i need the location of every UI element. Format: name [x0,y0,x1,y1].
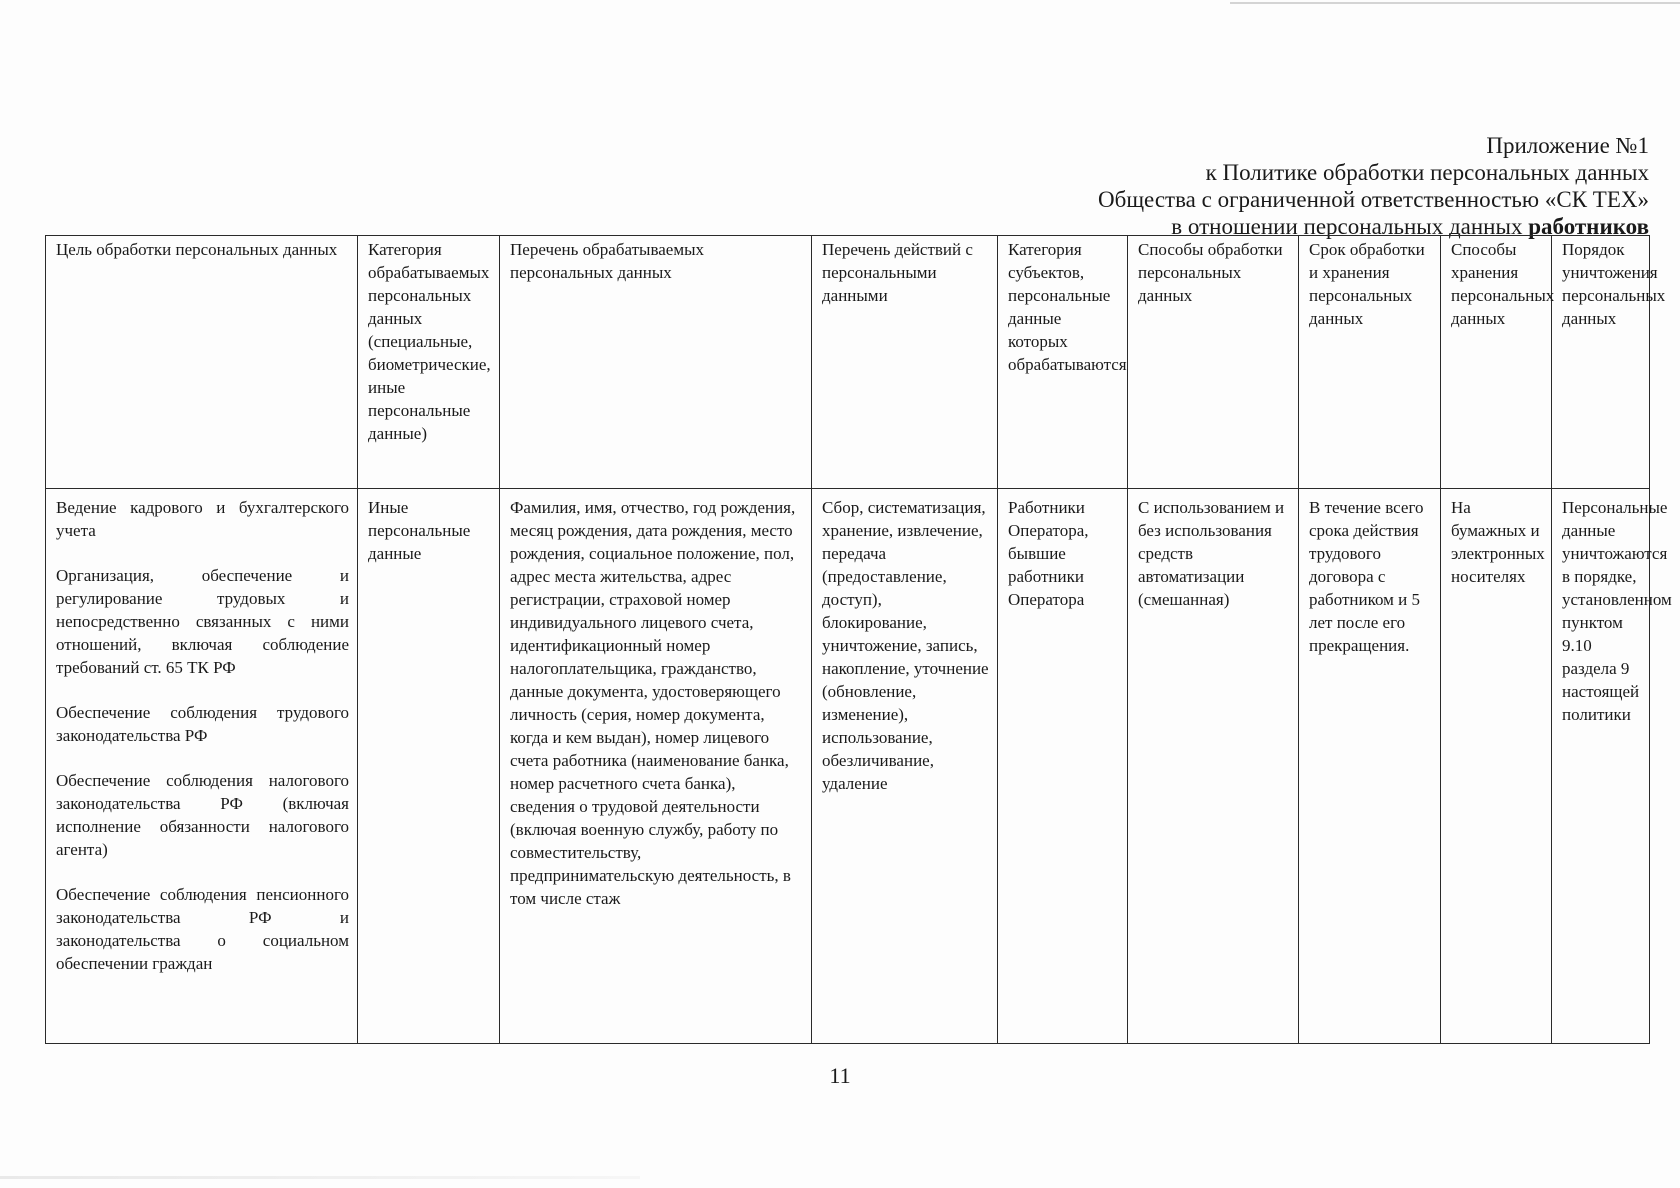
scan-edge-top [1230,2,1680,4]
purpose-item: Ведение кадрового и бухгалтерского учета [56,498,349,540]
purpose-item: Обеспечение соблюдения трудового законодательства РФ [56,703,349,745]
header-list: Перечень обрабатываемых персональных данных [500,236,812,489]
header-storage: Способы хранения персональных данных [1441,236,1552,489]
cell-term: В течение всего срока действия трудового договора с работником и 5 лет после его прекращения. [1299,489,1441,1044]
table-row [46,489,1650,1044]
purpose-item: Обеспечение соблюдения пенсионного законодательства РФ и законодательства о социальном обеспечении граждан [56,885,349,973]
cell-destruction: Персональные данные уничтожаются в порядке, установленном пунктом 9.10 раздела 9 настоящей политики [1552,489,1650,1044]
cell-category: Иные персональные данные [358,489,500,1044]
scan-edge-bottom [0,1176,640,1179]
personal-data-table [45,235,1672,1044]
header-actions: Перечень действий с персональными данными [812,236,998,489]
header-methods: Способы обработки персональных данных [1128,236,1299,489]
document-header [1098,132,1649,240]
page-number: 11 [829,1063,851,1088]
header-appendix-number: Приложение №1 [1486,133,1649,158]
purpose-item: Обеспечение соблюдения налогового законодательства РФ (включая исполнение обязанности налогового агента) [56,771,349,859]
header-subject-prefix: в отношении персональных данных [1171,214,1529,239]
cell-methods: С использованием и без использования средств автоматизации (смешанная) [1128,489,1299,1044]
header-subjects: Категория субъектов, персональные данные которых обрабатываются [998,236,1128,489]
header-purpose: Цель обработки персональных данных [46,236,358,489]
header-company-name: Общества с ограниченной ответственностью «СК ТЕХ» [1098,187,1649,212]
cell-actions: Сбор, систематизация, хранение, извлечение, передача (предоставление, доступ), блокирование, уничтожение, запись, накопление, уточнение (обновление, изменение), использование, обезличивание, удаление [812,489,998,1044]
header-policy-title: к Политике обработки персональных данных [1205,160,1649,185]
header-destruction: Порядок уничтожения персональных данных [1552,236,1650,489]
header-subject-bold: работников [1528,214,1649,239]
header-category: Категория обрабатываемых персональных данных (специальные, биометрические, иные персональные данные) [358,236,500,489]
cell-list: Фамилия, имя, отчество, год рождения, месяц рождения, дата рождения, место рождения, социальное положение, пол, адрес места жительства, адрес регистрации, страховой номер индивидуального лицевого счета, идентификационный номер налогоплательщика, гражданство, данные документа, удостоверяющего личность (серия, номер документа, когда и кем выдан), номер лицевого счета работника (наименование банка, номер расчетного счета банка), сведения о трудовой деятельности (включая военную службу, работу по совместительству, предпринимательскую деятельность, в том числе стаж [500,489,812,1044]
header-term: Срок обработки и хранения персональных данных [1299,236,1441,489]
table-header-row [46,236,1650,489]
purpose-item: Организация, обеспечение и регулирование трудовых и непосредственно связанных с ними отношений, включая соблюдение требований ст. 65 ТК РФ [56,566,349,677]
cell-purposes [46,489,358,1044]
cell-storage: На бумажных и электронных носителях [1441,489,1552,1044]
cell-subjects: Работники Оператора, бывшие работники Оператора [998,489,1128,1044]
